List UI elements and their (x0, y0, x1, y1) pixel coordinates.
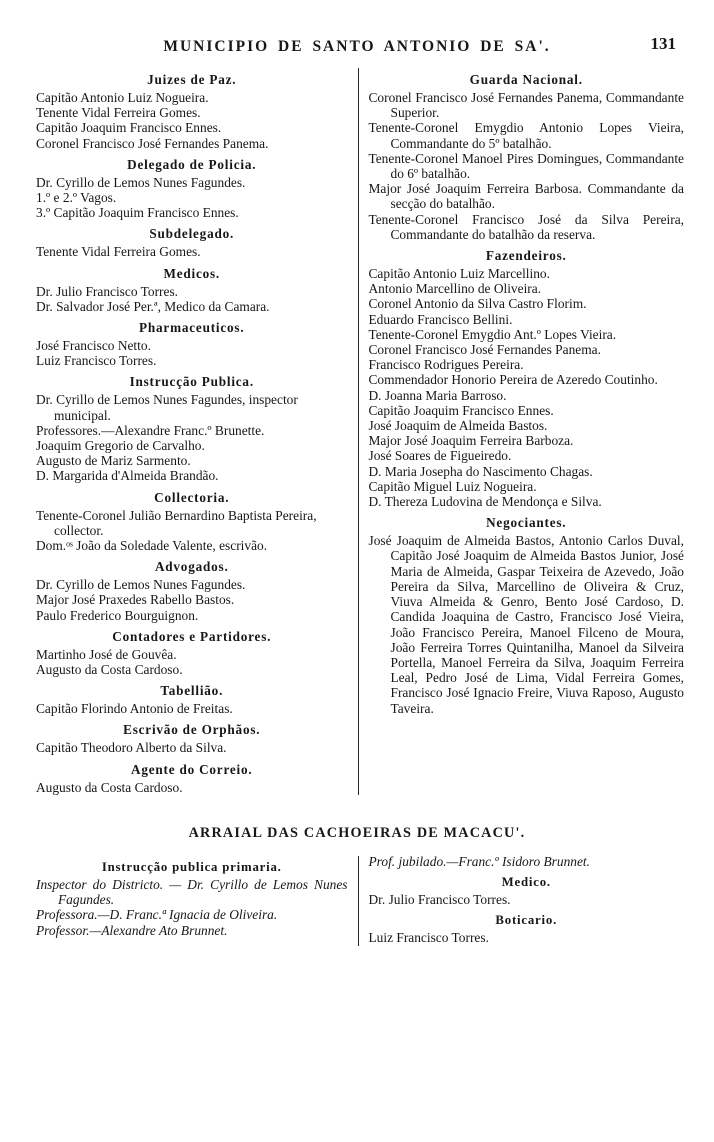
section-heading-fazendeiros: Fazendeiros. (485, 248, 567, 264)
page-number: 131 (650, 34, 676, 53)
list-item: Capitão Florindo Antonio de Freitas. (36, 701, 233, 717)
section-heading-juizes-de-paz: Juizes de Paz. (147, 72, 237, 87)
section-heading-agente-do-correio: Agente do Correio. (131, 761, 253, 777)
list-item: Dom.ᵒˢ João da Soledade Valente, escrivão. (36, 538, 268, 554)
list-item: Major José Joaquim Ferreira Barboza. (368, 433, 574, 449)
page-header (0, 34, 714, 56)
list-item: José Soares de Figueiredo. (368, 448, 512, 464)
list-item: Dr. Cyrillo de Lemos Nunes Fagundes, inspector municipal. (36, 392, 298, 423)
section-heading-escrivao-de-orphaos: Escrivão de Orphãos. (123, 722, 261, 738)
list-item: Dr. Julio Francisco Torres. (368, 892, 511, 908)
section-heading-instruccao-publica: Instrucção Publica. (129, 374, 254, 390)
list-item-text: Inspector do Districto. — Dr. Cyrillo de Lemos Nunes Fagundes. (36, 876, 348, 908)
arraial-columns (0, 854, 714, 946)
list-item: Dr. Julio Francisco Torres. (36, 283, 178, 299)
list-item: D. Maria Josepha do Nascimento Chagas. (368, 463, 593, 479)
list-item: Eduardo Francisco Bellini. (368, 311, 513, 327)
list-item (36, 877, 348, 907)
section-heading-guarda-nacional: Guarda Nacional. (469, 72, 583, 87)
list-item: Tenente-Coronel Francisco José da Silva Pereira, Commandante do batalhão da reserva. (368, 211, 684, 242)
list-item (36, 907, 348, 922)
list-item: Coronel Antonio da Silva Castro Florim. (368, 296, 587, 312)
list-item: Tenente-Coronel Julião Bernardino Baptista Pereira, collector. (36, 507, 317, 538)
section-heading-negociantes: Negociantes. (486, 515, 567, 531)
section-heading-medico: Medico. (501, 875, 551, 890)
section-heading-tabelliao: Tabellião. (160, 683, 224, 699)
list-item: Tenente-Coronel Emygdio Antonio Lopes Vieira, Commandante do 5º batalhão. (368, 120, 684, 151)
list-item: Luiz Francisco Torres. (36, 353, 157, 369)
list-item: Major José Praxedes Rabello Bastos. (36, 592, 235, 608)
arraial-left-column (36, 854, 358, 946)
list-item: Luiz Francisco Torres. (368, 930, 489, 946)
section-heading-subdelegado: Subdelegado. (149, 226, 235, 242)
list-item: Joaquim Gregorio de Carvalho. (36, 438, 205, 454)
list-item: Augusto da Costa Cardoso. (36, 779, 183, 795)
list-item: Martinho José de Gouvêa. (36, 646, 177, 662)
list-item: José Joaquim de Almeida Bastos. (368, 418, 548, 434)
list-item: Tenente-Coronel Manoel Pires Domingues, Commandante do 6º batalhão. (368, 150, 684, 182)
section-heading-instruccao-publica-primaria: Instrucção publica primaria. (101, 859, 282, 874)
list-item: Augusto da Costa Cardoso. (36, 662, 183, 678)
list-item: José Joaquim de Almeida Bastos, Antonio Carlos Duval, Capitão José Joaquim de Almeida Bastos Junior, José Maria de Almeida, Gaspar Teixeira de Azevedo, João Pereira da Silva, Marcellino de Oliveira & Cruz, Viuva Almeida & Genro, Bento José Cardoso, D. Candida Joaquina de Castro, Francisco José Vieira, João Francisco Pereira, Manoel Filceno de Moura, João Ferreira Torres Quintanilha, Manoel da Silveira Portella, Manoel Ferreira da Silva, Joaquim Ferreira Leal, Pedro José de Lima, Vidal Ferreira Gomes, Francisco José Ignacio Freire, Viuva Raposo, Augusto Taveira. (368, 533, 684, 716)
list-item: 3.º Capitão Joaquim Francisco Ennes. (36, 205, 239, 221)
list-item: Capitão Miguel Luiz Nogueira. (368, 478, 537, 494)
section-heading-contadores-e-partidores: Contadores e Partidores. (112, 628, 272, 644)
list-item: Dr. Cyrillo de Lemos Nunes Fagundes. (36, 577, 246, 593)
list-item: Dr. Salvador José Per.ª, Medico da Camara. (36, 298, 270, 314)
main-columns (0, 66, 714, 795)
section-heading-advogados: Advogados. (154, 559, 229, 575)
list-item-text: Prof. jubilado.—Franc.º Isidoro Brunnet. (368, 853, 590, 869)
list-item: Tenente Vidal Ferreira Gomes. (36, 244, 201, 260)
list-item: Antonio Marcellino de Oliveira. (368, 281, 542, 297)
list-item: Tenente-Coronel Emygdio Ant.º Lopes Vieira. (368, 326, 617, 342)
section-heading-delegado-de-policia: Delegado de Policia. (127, 156, 257, 172)
section-heading-collectoria: Collectoria. (154, 489, 230, 505)
list-item: 1.º e 2.º Vagos. (36, 190, 117, 206)
list-item: Dr. Cyrillo de Lemos Nunes Fagundes. (36, 174, 246, 190)
list-item: D. Margarida d'Almeida Brandão. (36, 468, 219, 484)
list-item (36, 923, 348, 938)
list-item-text: Professora.—D. Franc.ª Ignacia de Oliveira. (36, 907, 278, 923)
list-item: Coronel Francisco José Fernandes Panema. (36, 135, 269, 151)
list-item: Capitão Antonio Luiz Marcellino. (368, 266, 550, 282)
list-item: Coronel Francisco José Fernandes Panema, Commandante Superior. (368, 90, 684, 121)
list-item: D. Joanna Maria Barroso. (368, 387, 507, 403)
left-column (36, 66, 358, 795)
section-heading-pharmaceuticos: Pharmaceuticos. (139, 320, 245, 336)
section-heading-medicos: Medicos. (163, 265, 221, 281)
list-item (369, 854, 685, 869)
section-heading-boticario: Boticario. (495, 913, 558, 928)
list-item-text: Professor.—Alexandre Ato Brunnet. (36, 922, 228, 938)
arraial-title: ARRAIAL DAS CACHOEIRAS DE MACACU'. (188, 824, 526, 841)
list-item: Capitão Joaquim Francisco Ennes. (368, 402, 554, 418)
list-item: D. Thereza Ludovina de Mendonça e Silva. (368, 494, 602, 510)
arraial-right-column (359, 854, 685, 946)
list-item: Capitão Antonio Luiz Nogueira. (36, 90, 209, 105)
list-item: Tenente Vidal Ferreira Gomes. (36, 105, 201, 121)
list-item: Capitão Theodoro Alberto da Silva. (36, 740, 227, 756)
list-item: Commendador Honorio Pereira de Azeredo Coutinho. (368, 372, 658, 388)
list-item: Augusto de Mariz Sarmento. (36, 453, 191, 469)
list-item: Paulo Frederico Bourguignon. (36, 607, 199, 623)
list-item: Professores.—Alexandre Franc.º Brunette. (36, 422, 265, 438)
page-title: MUNICIPIO DE SANTO ANTONIO DE SA'. (163, 38, 551, 55)
list-item: José Francisco Netto. (36, 338, 151, 354)
right-column (359, 66, 685, 795)
list-item: Francisco Rodrigues Pereira. (368, 357, 524, 373)
list-item: Major José Joaquim Ferreira Barbosa. Commandante da secção do batalhão. (368, 181, 684, 212)
list-item: Capitão Joaquim Francisco Ennes. (36, 120, 222, 136)
list-item: Coronel Francisco José Fernandes Panema. (368, 342, 601, 358)
